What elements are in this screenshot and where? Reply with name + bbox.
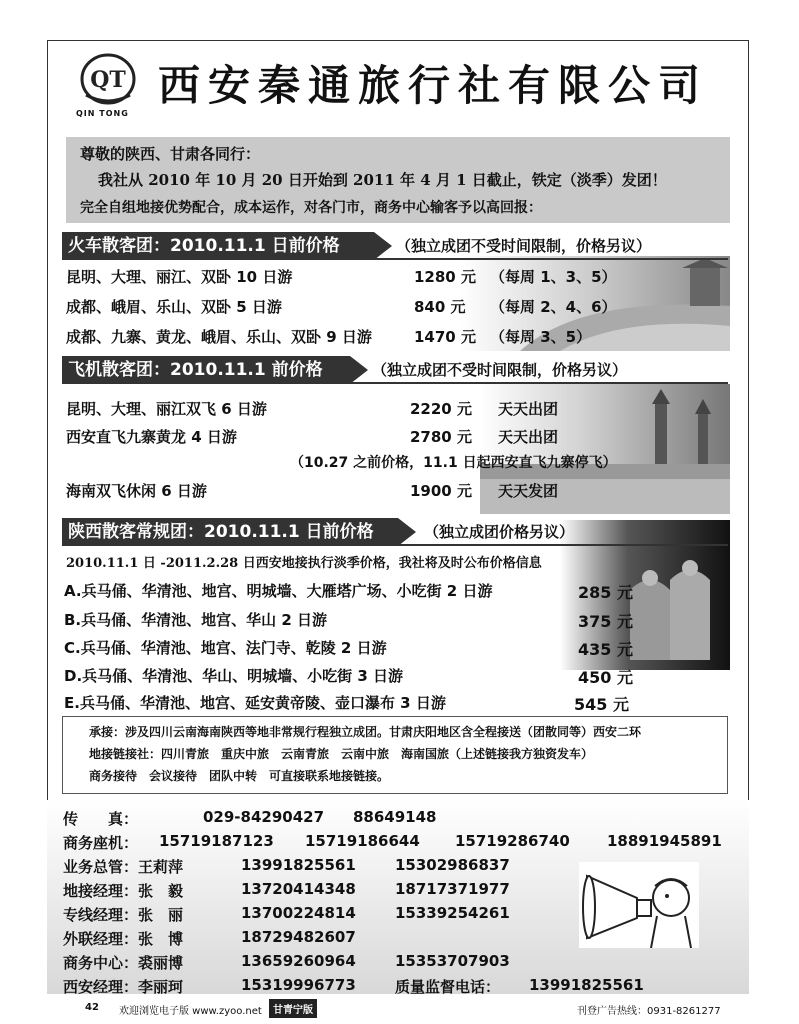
intro-period: 我社从 2010 年 10 月 20 日开始到 2011 年 4 月 1 日截止，铁定（淡季）发团！	[98, 171, 667, 189]
plane-title-arrow	[350, 356, 368, 384]
footer	[47, 994, 749, 1024]
shaanxi-row-e-route: E.兵马俑、华清池、地宫、延安黄帝陵、壶口瀑布 3 日游	[64, 694, 446, 712]
ext-manager-label: 外联经理：张 博	[63, 930, 184, 948]
header	[48, 41, 748, 119]
logo-text: QIN TONG	[76, 109, 129, 118]
train-title-arrow	[374, 232, 392, 260]
quality-phone: 13991825561	[529, 976, 644, 994]
line-manager-label: 专线经理：张 丽	[63, 906, 184, 924]
plane-row-1-schedule: 天天出团	[498, 400, 559, 418]
intro-box	[66, 137, 730, 223]
gm-phone-2: 15302986837	[395, 856, 510, 874]
notes-line-1: 承接：涉及四川云南海南陕西等地非常规行程独立成团。甘肃庆阳地区含全程接送（团散同等）西安二环	[89, 725, 642, 739]
plane-row-2-route: 西安直飞九寨黄龙 4 日游	[66, 428, 237, 446]
line-manager-phone-1: 13700224814	[241, 904, 356, 922]
shaanxi-subtitle: 2010.11.1 日 -2011.2.28 日西安地接执行淡季价格，我社将及时公布价格信息	[66, 556, 542, 571]
plane-section-title	[62, 356, 350, 384]
train-row-1-route: 昆明、大理、丽江、双卧 10 日游	[66, 268, 293, 286]
footer-hotline: 刊登广告热线：0931-8261277	[577, 1006, 721, 1017]
ground-manager-label: 地接经理：张 毅	[63, 882, 184, 900]
intro-offer: 完全自组地接优势配合，成本运作，对各门市，商务中心输客予以高回报：	[80, 200, 542, 216]
shaanxi-title-arrow	[398, 518, 416, 546]
shaanxi-row-c-price: 435 元	[578, 640, 633, 659]
plane-row-3-schedule: 天天发团	[498, 482, 559, 500]
gm-phone-1: 13991825561	[241, 856, 356, 874]
train-note: （独立成团不受时间限制，价格另议）	[396, 237, 652, 255]
plane-row-2-price: 2780 元	[410, 428, 472, 446]
biz-center-phone-2: 15353707903	[395, 952, 510, 970]
shaanxi-row-e-price: 545 元	[574, 695, 629, 714]
office-phone-3: 15719286740	[455, 832, 570, 850]
shaanxi-title-line	[62, 544, 728, 546]
office-phone-1: 15719187123	[159, 832, 274, 850]
fax-number-2: 88649148	[353, 808, 437, 826]
shaanxi-row-d-price: 450 元	[578, 668, 633, 687]
company-name: 西安秦通旅行社有限公司	[158, 61, 709, 110]
train-title-text: 火车散客团：2010.11.1 日前价格	[68, 236, 340, 256]
biz-center-phone-1: 13659260964	[241, 952, 356, 970]
train-row-3-price: 1470 元	[414, 328, 476, 346]
xian-manager-phone: 15319996773	[241, 976, 356, 994]
shaanxi-note: （独立成团价格另议）	[424, 523, 575, 541]
train-row-1-schedule: （每周 1、3、5）	[490, 268, 617, 286]
plane-row-1-route: 昆明、大理、丽江双飞 6 日游	[66, 400, 267, 418]
shaanxi-row-c-route: C.兵马俑、华清池、地宫、法门寺、乾陵 2 日游	[64, 639, 387, 657]
fax-number-1: 029-84290427	[203, 808, 325, 826]
plane-title-line	[62, 382, 728, 384]
shaanxi-row-a-route: A.兵马俑、华清池、地宫、明城墙、大雁塔广场、小吃街 2 日游	[64, 582, 493, 600]
plane-row-2-schedule: 天天出团	[498, 428, 559, 446]
train-row-2-schedule: （每周 2、4、6）	[490, 298, 617, 316]
train-row-3-schedule: （每周 3、5）	[490, 328, 592, 346]
train-row-2-route: 成都、峨眉、乐山、双卧 5 日游	[66, 298, 282, 316]
office-phone-2: 15719186644	[305, 832, 420, 850]
xian-manager-label: 西安经理：李丽珂	[63, 978, 184, 996]
plane-row-1-price: 2220 元	[410, 400, 472, 418]
plane-row-3-price: 1900 元	[410, 482, 472, 500]
plane-remark: （10.27 之前价格，11.1 日起西安直飞九寨停飞）	[290, 455, 617, 471]
footer-welcome: 欢迎浏览电子版 www.zyoo.net	[119, 1006, 262, 1017]
intro-greeting: 尊敬的陕西、甘肃各同行：	[80, 145, 261, 163]
train-title-line	[62, 258, 728, 260]
footer-brand: 甘青宁版	[269, 999, 317, 1018]
office-label: 商务座机：	[63, 834, 139, 852]
train-row-1-price: 1280 元	[414, 268, 476, 286]
plane-title-text: 飞机散客团：2010.11.1 前价格	[68, 360, 323, 380]
train-row-2-price: 840 元	[414, 298, 466, 316]
megaphone-icon	[579, 862, 699, 948]
shaanxi-title-text: 陕西散客常规团：2010.11.1 日前价格	[68, 522, 374, 542]
office-phone-4: 18891945891	[607, 832, 722, 850]
company-logo-icon	[78, 51, 138, 111]
shaanxi-section-title	[62, 518, 398, 546]
line-manager-phone-2: 15339254261	[395, 904, 510, 922]
notes-line-3: 商务接待 会议接待 团队中转 可直接联系地接链接。	[89, 769, 390, 783]
train-row-3-route: 成都、九寨、黄龙、峨眉、乐山、双卧 9 日游	[66, 328, 372, 346]
gm-label: 业务总管：王莉萍	[63, 858, 184, 876]
ground-manager-phone-1: 13720414348	[241, 880, 356, 898]
shaanxi-row-d-route: D.兵马俑、华清池、华山、明城墙、小吃街 3 日游	[64, 667, 404, 685]
shaanxi-row-b-route: B.兵马俑、华清池、地宫、华山 2 日游	[64, 611, 328, 629]
train-section-title	[62, 232, 374, 260]
svg-text:QT: QT	[90, 67, 126, 93]
shaanxi-row-b-price: 375 元	[578, 612, 633, 631]
fax-label: 传 真：	[63, 810, 139, 828]
shaanxi-row-a-price: 285 元	[578, 583, 633, 602]
plane-row-3-route: 海南双飞休闲 6 日游	[66, 482, 207, 500]
plane-note: （独立成团不受时间限制，价格另议）	[372, 361, 628, 379]
biz-center-label: 商务中心：裘丽博	[63, 954, 184, 972]
notes-line-2: 地接链接社：四川青旅 重庆中旅 云南青旅 云南中旅 海南国旅（上述链接我方独资发车）	[89, 747, 594, 761]
ground-manager-phone-2: 18717371977	[395, 880, 510, 898]
page-number: 42	[85, 1002, 99, 1013]
quality-label: 质量监督电话：	[395, 978, 501, 996]
notes-box	[62, 716, 728, 794]
contacts-panel	[47, 800, 749, 994]
ext-manager-phone: 18729482607	[241, 928, 356, 946]
